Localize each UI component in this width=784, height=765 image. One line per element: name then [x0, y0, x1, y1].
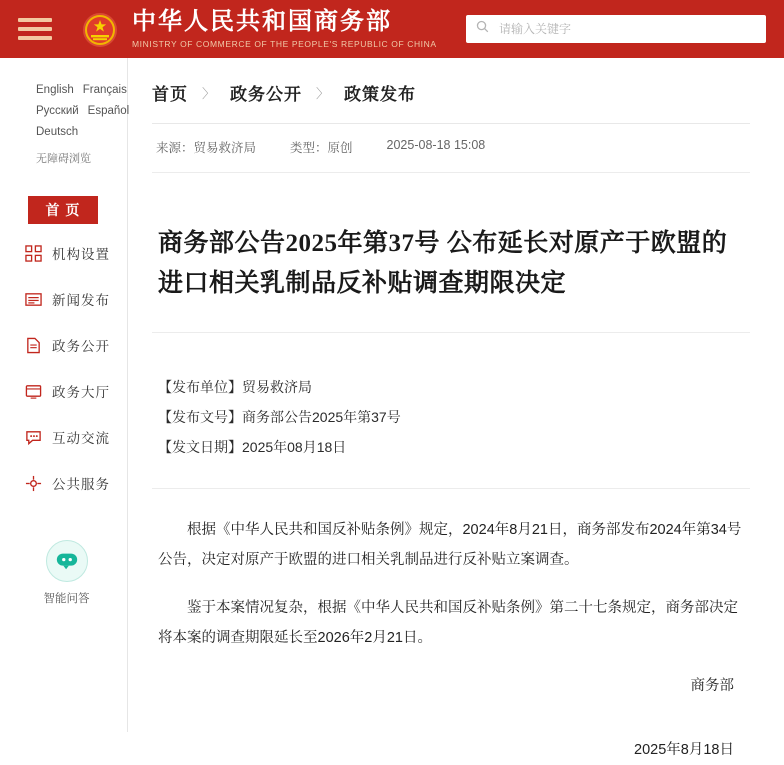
- lang-english[interactable]: English: [36, 84, 74, 96]
- sidebar-item-label: 公共服务: [52, 477, 110, 492]
- sidebar-item-label: 首 页: [45, 202, 81, 218]
- smart-qa-widget[interactable]: [0, 540, 127, 606]
- meta-type: 类型：原创: [290, 141, 353, 155]
- info-publisher: 【发布单位】贸易救济局: [158, 378, 312, 395]
- article-signature: 商务部: [690, 677, 734, 694]
- breadcrumb-item-policy-release[interactable]: 政策发布: [344, 85, 417, 104]
- search-input[interactable]: [497, 21, 756, 37]
- sidebar-item-label: 政务大厅: [52, 385, 110, 400]
- lang-deutsch[interactable]: Deutsch: [36, 126, 79, 138]
- accessibility-link[interactable]: 无障碍浏览: [36, 153, 91, 165]
- menu-bar-2: [18, 27, 52, 31]
- language-switcher: [0, 80, 130, 182]
- brand-title-cn: 中华人民共和国商务部: [132, 8, 392, 35]
- sidebar-item-label: 新闻发布: [52, 293, 110, 308]
- grid-icon: [24, 244, 43, 263]
- sidebar-item-organization[interactable]: [24, 236, 127, 270]
- breadcrumb-separator: 〉: [316, 86, 331, 101]
- search-box[interactable]: [466, 15, 766, 43]
- news-icon: [24, 290, 43, 309]
- brand-title-en: MINISTRY OF COMMERCE OF THE PEOPLE'S REPUBLIC OF CHINA: [132, 39, 437, 50]
- info-publish-date: 【发文日期】2025年08月18日: [158, 438, 347, 455]
- sidebar-item-government-disclosure[interactable]: [24, 328, 127, 362]
- breadcrumb-separator: 〉: [202, 86, 217, 101]
- lang-francais[interactable]: Français: [82, 84, 127, 96]
- service-icon: [24, 474, 43, 493]
- sidebar-item-label: 机构设置: [52, 247, 110, 262]
- breadcrumb-item-home[interactable]: 首页: [152, 85, 188, 104]
- article-info-block: [152, 350, 750, 489]
- sidebar-item-label: 互动交流: [52, 431, 110, 446]
- chat-icon: [24, 428, 43, 447]
- article-meta: [152, 124, 750, 173]
- search-icon: [476, 20, 489, 38]
- article-paragraph: 根据《中华人民共和国反补贴条例》规定，2024年8月21日，商务部发布2024年第34号公告，决定对原产于欧盟的进口相关乳制品进行反补贴立案调查。: [158, 521, 742, 568]
- robot-chat-icon: [46, 540, 88, 582]
- meta-datetime: 2025-08-18 15:08: [386, 138, 486, 152]
- site-header: [0, 0, 784, 58]
- meta-source: 来源：贸易救济局: [156, 141, 257, 155]
- national-emblem-icon: [80, 9, 120, 49]
- hall-icon: [24, 382, 43, 401]
- menu-bar-1: [18, 18, 52, 22]
- sidebar-item-home[interactable]: [28, 196, 98, 224]
- document-icon: [24, 336, 43, 355]
- sidebar: [0, 58, 128, 732]
- page-layout: [0, 58, 784, 758]
- article-body: [152, 489, 750, 765]
- menu-bar-3: [18, 36, 52, 40]
- sidebar-item-news[interactable]: [24, 282, 127, 316]
- breadcrumb: [152, 80, 750, 124]
- info-document-number: 【发布文号】商务部公告2025年第37号: [158, 408, 401, 425]
- site-brand: [132, 9, 437, 49]
- sidebar-item-label: 政务公开: [52, 339, 110, 354]
- sidebar-item-service-hall[interactable]: [24, 374, 127, 408]
- breadcrumb-item-disclosure[interactable]: 政务公开: [230, 85, 303, 104]
- page-title: 商务部公告2025年第37号 公布延长对原产于欧盟的进口相关乳制品反补贴调查期限决定: [152, 190, 750, 333]
- article-paragraph: 鉴于本案情况复杂，根据《中华人民共和国反补贴条例》第二十七条规定，商务部决定将本案的调查期限延长至2026年2月21日。: [158, 599, 738, 646]
- hamburger-menu-icon[interactable]: [18, 14, 52, 44]
- sidebar-item-interaction[interactable]: [24, 420, 127, 454]
- sidebar-item-public-service[interactable]: [24, 466, 127, 500]
- lang-espanol[interactable]: Español: [87, 105, 130, 117]
- lang-russian[interactable]: Русский: [36, 105, 79, 117]
- main-content: [128, 58, 784, 758]
- article-signature-date: 2025年8月18日: [634, 741, 734, 758]
- smart-qa-label: 智能问答: [43, 593, 90, 605]
- sidebar-nav: [0, 196, 127, 500]
